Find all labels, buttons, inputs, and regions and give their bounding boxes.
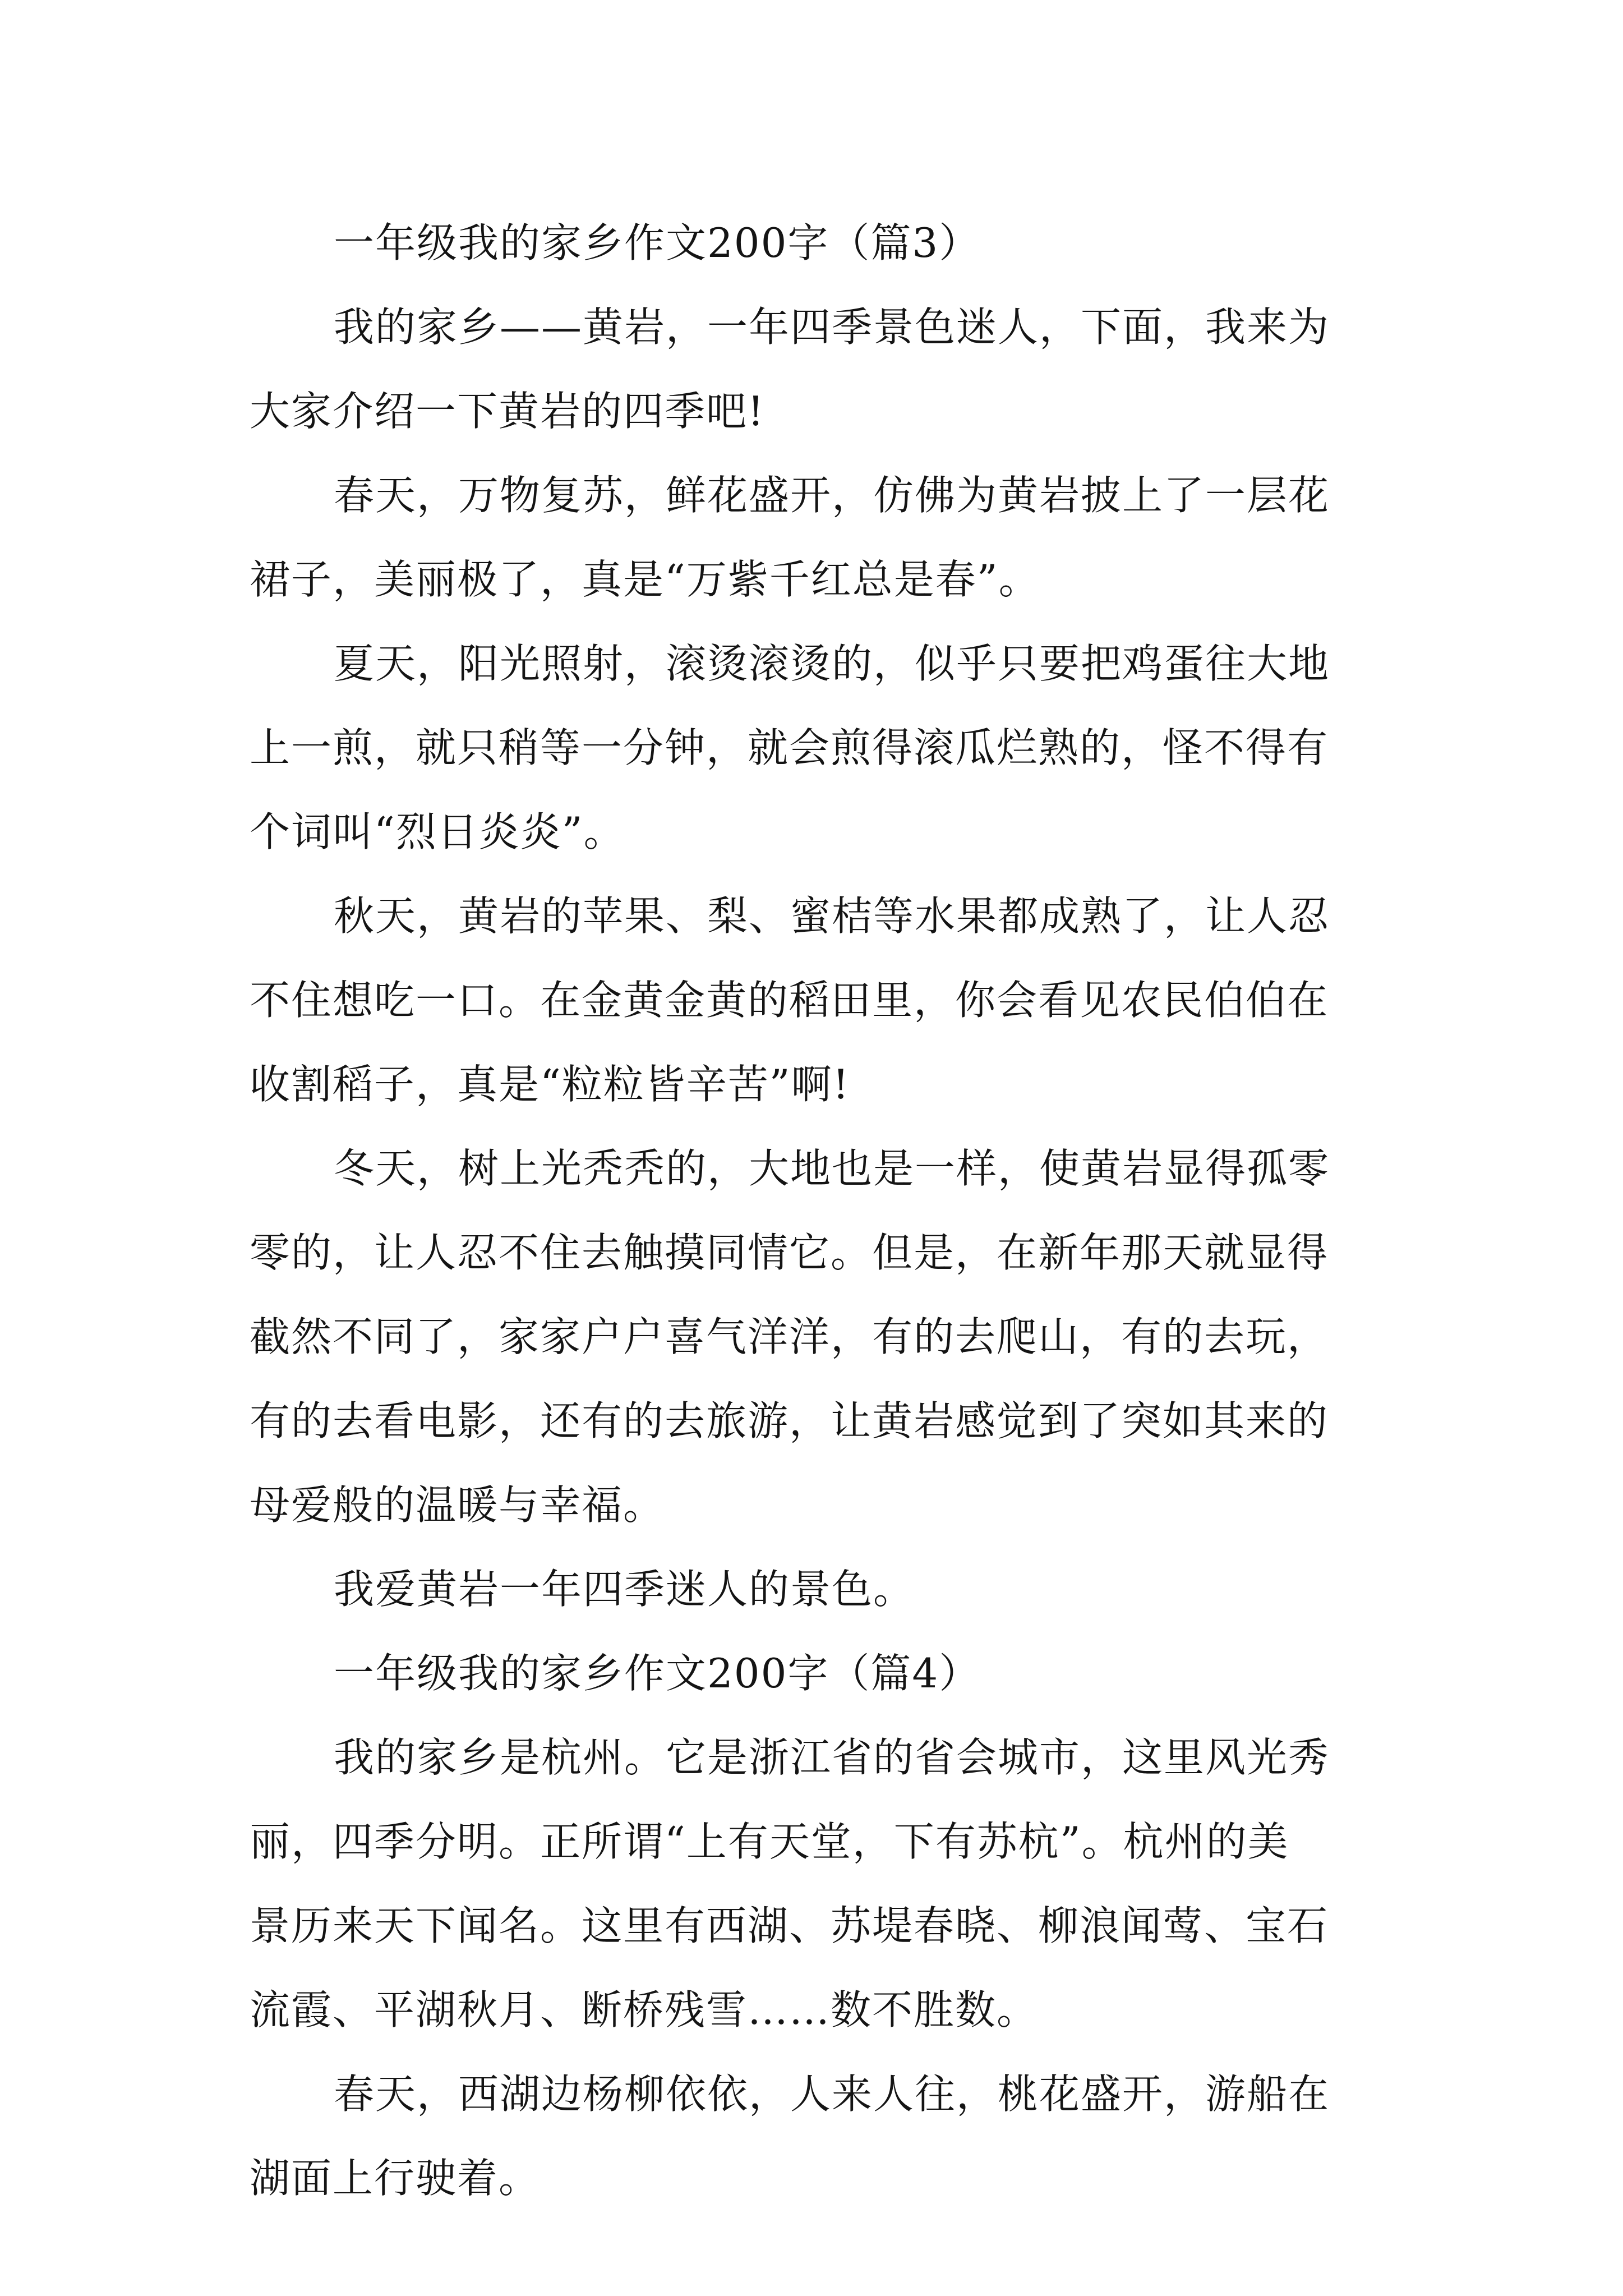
- paragraph-line: 夏天，阳光照射，滚烫滚烫的，似乎只要把鸡蛋往大地: [334, 640, 1330, 687]
- paragraph-line: 零的，让人忍不住去触摸同情它。但是，在新年那天就显得: [250, 1229, 1329, 1276]
- paragraph-line: 大家介绍一下黄岩的四季吧!: [250, 388, 765, 435]
- paragraph-line: 春天，西湖边杨柳依依，人来人往，桃花盛开，游船在: [334, 2070, 1330, 2118]
- heading-line: 一年级我的家乡作文200字（篇4）: [334, 1650, 981, 1697]
- paragraph-line: 景历来天下闻名。这里有西湖、苏堤春晓、柳浪闻莺、宝石: [250, 1902, 1329, 1949]
- paragraph-line: 收割稻子，真是“粒粒皆辛苦”啊!: [250, 1061, 850, 1108]
- paragraph-line: 秋天，黄岩的苹果、梨、蜜桔等水果都成熟了，让人忍: [334, 892, 1330, 940]
- paragraph-line: 春天，万物复苏，鲜花盛开，仿佛为黄岩披上了一层花: [334, 472, 1330, 519]
- paragraph-line: 流霞、平湖秋月、断桥残雪……数不胜数。: [250, 1986, 1039, 2033]
- paragraph-line: 上一煎，就只稍等一分钟，就会煎得滚瓜烂熟的，怪不得有: [250, 724, 1329, 771]
- paragraph-line: 我的家乡——黄岩，一年四季景色迷人，下面，我来为: [334, 303, 1330, 351]
- paragraph-line: 我的家乡是杭州。它是浙江省的省会城市，这里风光秀: [334, 1734, 1330, 1781]
- paragraph-line: 个词叫“烈日炎炎”。: [250, 808, 625, 855]
- paragraph-line: 湖面上行驶着。: [250, 2155, 541, 2202]
- paragraph-line: 不住想吃一口。在金黄金黄的稻田里，你会看见农民伯伯在: [250, 977, 1329, 1024]
- paragraph-line: 冬天，树上光秃秃的，大地也是一样，使黄岩显得孤零: [334, 1145, 1330, 1192]
- paragraph-line: 我爱黄岩一年四季迷人的景色。: [334, 1566, 915, 1613]
- paragraph-line: 丽，四季分明。正所谓“上有天堂，下有苏杭”。杭州的美: [250, 1818, 1289, 1865]
- paragraph-line: 截然不同了，家家户户喜气洋洋，有的去爬山，有的去玩，: [250, 1313, 1329, 1360]
- heading-line: 一年级我的家乡作文200字（篇3）: [334, 219, 981, 266]
- paragraph-line: 母爱般的温暖与幸福。: [250, 1481, 665, 1529]
- paragraph-line: 有的去看电影，还有的去旅游，让黄岩感觉到了突如其来的: [250, 1397, 1329, 1444]
- paragraph-line: 裙子，美丽极了，真是“万紫千红总是春”。: [250, 556, 1040, 603]
